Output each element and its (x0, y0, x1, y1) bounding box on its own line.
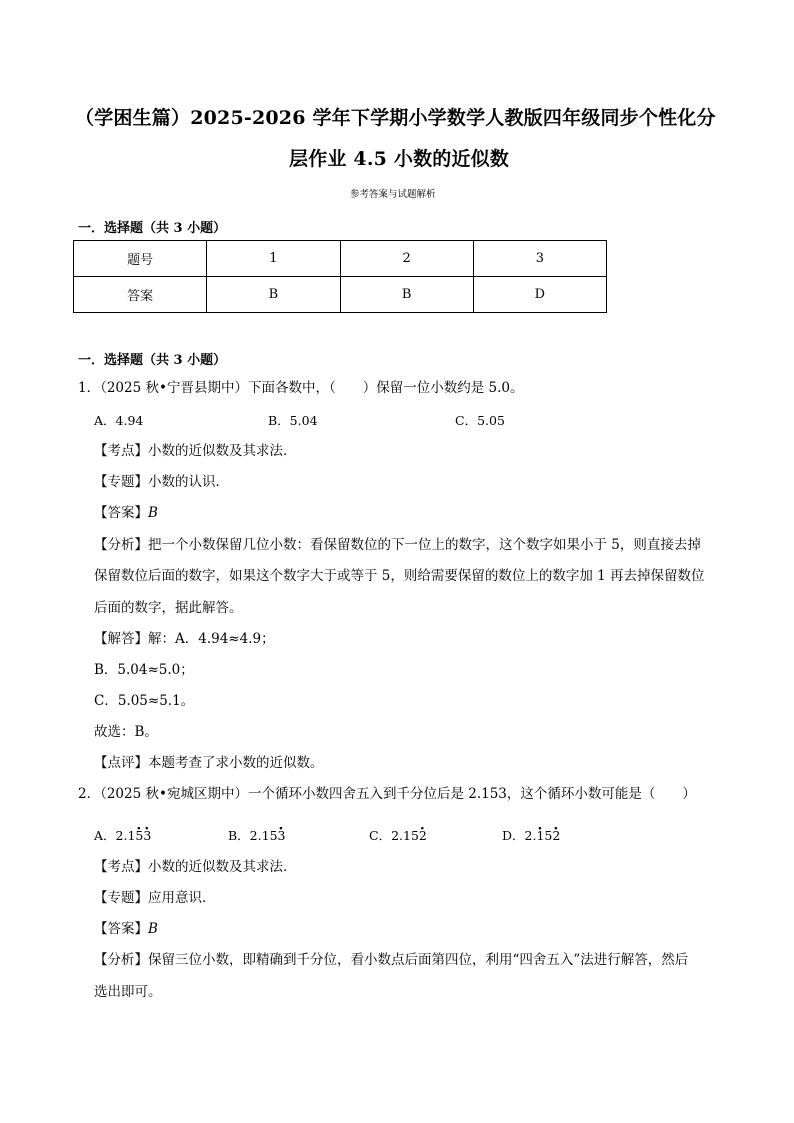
option-prefix: B．2.15 (228, 828, 278, 843)
kaodian-text: 小数的近似数及其求法． (148, 859, 297, 875)
repeating-digit: · 5 (135, 828, 143, 843)
zhuanti-text: 小数的认识． (148, 474, 229, 490)
q1-fenxi-line1 (94, 530, 701, 561)
q1-kaodian (94, 436, 297, 467)
tag-label: 【答案】 (94, 505, 148, 521)
q2-option-b (228, 820, 285, 851)
answer-table (73, 240, 607, 313)
q1-zhuanti (94, 467, 229, 498)
tag-label: 【专题】 (94, 890, 148, 906)
q2-kaodian (94, 852, 297, 883)
page-subtitle: 参考答案与试题解析 (350, 189, 436, 200)
q2-daan (94, 914, 158, 945)
repeating-digit: · 2 (552, 828, 560, 843)
page-title-line2: 层作业 4.5 小数的近似数 (289, 148, 510, 170)
answer-value: B (148, 505, 158, 521)
q1-option-c: C．5.05 (455, 413, 505, 428)
option-prefix: C．2.15 (369, 828, 419, 843)
q1-option-b: B．5.04 (268, 413, 318, 428)
tag-label: 【考点】 (94, 859, 148, 875)
section-heading-answers: 一．选择题（共 3 小题） (78, 221, 227, 236)
kaodian-text: 小数的近似数及其求法． (148, 443, 297, 459)
table-cell: D (473, 277, 606, 313)
section-heading-questions: 一．选择题（共 3 小题） (78, 353, 227, 368)
tag-label: 【分析】 (94, 537, 148, 553)
q2-fenxi-line2: 选出即可。 (94, 984, 162, 1000)
tag-label: 【分析】 (94, 952, 148, 968)
repeating-digit: · 2 (419, 828, 427, 843)
tag-label: 【答案】 (94, 921, 148, 937)
option-prefix: A．2.1 (94, 828, 136, 843)
fenxi-text: 保留三位小数，即精确到千分位，看小数点后面第四位，利用“四舍五入”法进行解答，然后 (148, 952, 689, 968)
q2-fenxi-line1 (94, 945, 688, 976)
q2-stem: 2．（2025 秋•宛城区期中）一个循环小数四舍五入到千分位后是 2.153，这个循环小数可能是（ ） (78, 786, 696, 802)
q1-fenxi-line2: 保留数位后面的数字，如果这个数字大于或等于 5，则给需要保留的数位上的数字加 1 再去掉保留数位 (94, 568, 705, 584)
table-cell: B (340, 277, 473, 313)
table-cell: 3 (473, 241, 606, 277)
option-prefix: D．2. (502, 828, 537, 843)
q1-stem: 1．（2025 秋•宁晋县期中）下面各数中，（ ）保留一位小数约是 5.0。 (78, 380, 524, 396)
repeating-digit: · 3 (278, 828, 286, 843)
repeating-digit: · 3 (143, 828, 151, 843)
table-cell: 答案 (74, 277, 207, 313)
zhuanti-text: 应用意识． (148, 890, 216, 906)
q1-jieda-line3: C．5.05≈5.1。 (94, 693, 195, 709)
q1-jieda-line2: B．5.04≈5.0； (94, 662, 194, 678)
table-row (74, 241, 607, 277)
q2-option-a (94, 820, 151, 851)
tag-label: 【点评】 (94, 755, 148, 771)
repeating-digit: · 1 (536, 828, 544, 843)
table-cell: B (207, 277, 340, 313)
q1-jieda-line1 (94, 624, 275, 655)
tag-label: 【解答】 (94, 631, 148, 647)
table-cell: 1 (207, 241, 340, 277)
q2-option-c (369, 820, 427, 851)
jieda-text: 解：A．4.94≈4.9； (148, 631, 275, 647)
table-cell: 2 (340, 241, 473, 277)
q2-option-d (502, 820, 560, 851)
q2-zhuanti (94, 883, 216, 914)
tag-label: 【专题】 (94, 474, 148, 490)
table-cell: 题号 (74, 241, 207, 277)
digit: 5 (544, 828, 553, 843)
fenxi-text: 把一个小数保留几位小数：看保留数位的下一位上的数字，这个数字如果小于 5，则直接去掉 (148, 537, 701, 553)
answer-value: B (148, 921, 158, 937)
q1-option-a: A．4.94 (94, 413, 144, 428)
q1-daan (94, 498, 158, 529)
dianping-text: 本题考查了求小数的近似数。 (148, 755, 324, 771)
q1-jieda-line4: 故选：B。 (94, 724, 158, 740)
page-title-line1: （学困生篇）2025-2026 学年下学期小学数学人教版四年级同步个性化分 (75, 107, 716, 129)
q1-fenxi-line3: 后面的数字，据此解答。 (94, 600, 243, 616)
q1-dianping (94, 748, 324, 779)
tag-label: 【考点】 (94, 443, 148, 459)
table-row (74, 277, 607, 313)
